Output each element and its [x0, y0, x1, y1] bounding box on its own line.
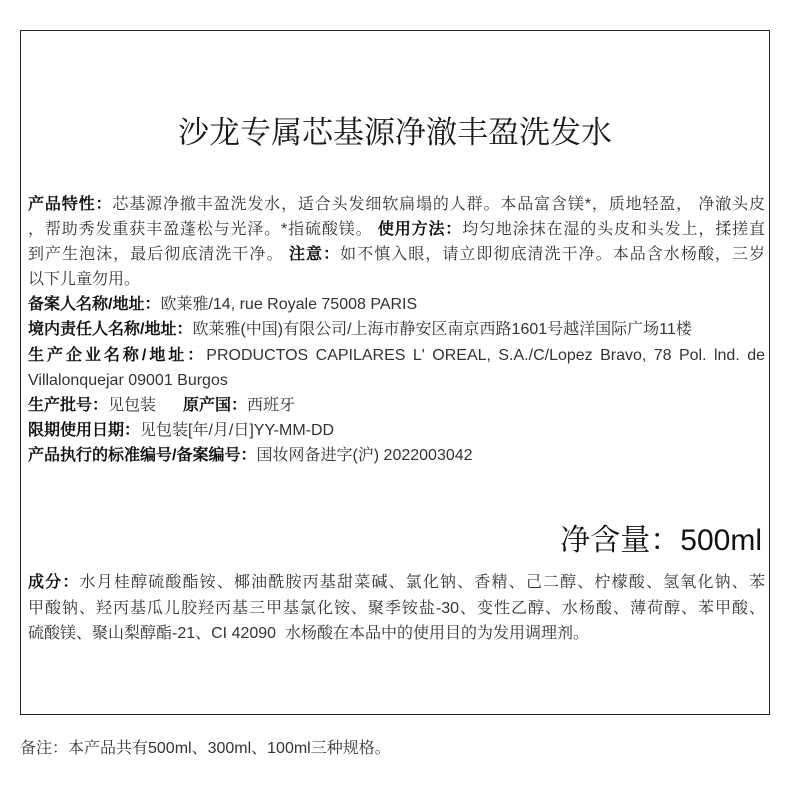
manufacturer-value-1: PRODUCTOS CAPILARES L' OREAL, S.A./C/Lopez Bravo, 78 Pol. lnd. de	[206, 346, 765, 364]
caution-label: 注意：	[289, 246, 341, 264]
size-note: 备注：本产品共有500ml、300ml、100ml三种规格。	[20, 740, 391, 757]
registrant-value: 欧莱雅/14, rue Royale 75008 PARIS	[160, 296, 418, 314]
usage-text-2: 到产生泡沫，最后彻底清洗干净。	[28, 246, 290, 264]
standard-line	[28, 443, 765, 468]
usage-label: 使用方法：	[377, 221, 463, 239]
label-border-box	[20, 30, 770, 715]
domestic-agent-value: 欧莱雅(中国)有限公司/上海市静安区南京西路1601号越洋国际广场11楼	[192, 321, 692, 339]
features-label: 产品特性：	[28, 196, 113, 213]
manufacturer-line-1	[28, 343, 765, 368]
ingredients-text-3: 硫酸镁、聚山梨醇酯-21、CI 42090 水杨酸在本品中的使用目的为发用调理剂。	[28, 625, 589, 642]
origin-label: 原产国：	[183, 396, 248, 414]
net-content-value: 500ml	[680, 524, 762, 557]
features-line-2	[28, 217, 765, 242]
batch-origin-line	[28, 393, 765, 418]
batch-label: 生产批号：	[28, 396, 109, 414]
caution-text-1: 如不慎入眼，请立即彻底清洗干净。本品含水杨酸，三岁	[340, 246, 765, 264]
product-title: 沙龙专属芯基源净澈丰盈洗发水	[178, 115, 612, 150]
ingredients-line-3	[28, 621, 765, 647]
manufacturer-value-2: Villalonquejar 09001 Burgos	[28, 371, 228, 389]
caution-text-2: 以下儿童勿用。	[28, 271, 141, 289]
product-info-block	[28, 192, 765, 468]
expiry-line	[28, 418, 765, 443]
features-text-1: 芯基源净撤丰盈洗发水，适合头发细软扁塌的人群。本品富含镁*，质地轻盈， 净澈头皮	[112, 196, 765, 213]
manufacturer-label: 生产企业名称/地址：	[28, 346, 207, 364]
domestic-agent-label: 境内责任人名称/地址：	[28, 321, 193, 339]
features-line-4	[28, 267, 765, 292]
manufacturer-line-2	[28, 368, 765, 393]
net-content-label: 净含量：	[560, 524, 681, 557]
domestic-agent-line	[28, 317, 765, 342]
features-line-3	[28, 242, 765, 267]
expiry-label: 限期使用日期：	[28, 421, 141, 439]
registrant-line	[28, 292, 765, 317]
standard-label: 产品执行的标准编号/备案编号：	[28, 446, 257, 464]
ingredients-text-1: 水月桂醇硫酸酯铵、椰油酰胺丙基甜菜碱、氯化钠、香精、己二醇、柠檬酸、氢氧化钠、苯	[79, 574, 765, 591]
batch-value: 见包装	[108, 396, 157, 414]
registrant-label: 备案人名称/地址：	[28, 296, 161, 314]
features-line-1	[28, 192, 765, 217]
ingredients-line-2	[28, 596, 765, 622]
ingredients-text-2: 甲酸钠、羟丙基瓜儿胶羟丙基三甲基氯化铵、聚季铵盐-30、变性乙醇、水杨酸、薄荷醇、苯甲酸、	[28, 599, 765, 617]
ingredients-block	[28, 570, 765, 647]
ingredients-label: 成分：	[28, 574, 80, 591]
net-content	[560, 521, 762, 561]
expiry-value: 见包装[年/月/日]YY-MM-DD	[140, 421, 335, 439]
standard-value: 国妆网备进字(沪) 2022003042	[256, 446, 473, 464]
ingredients-line-1	[28, 570, 765, 596]
usage-text-1: 均匀地涂抹在湿的头皮和头发上，揉搓直	[462, 221, 765, 239]
features-text-2: ，帮助秀发重获丰盈蓬松与光泽。*指硫酸镁。	[28, 221, 378, 239]
origin-value: 西班牙	[247, 396, 296, 414]
